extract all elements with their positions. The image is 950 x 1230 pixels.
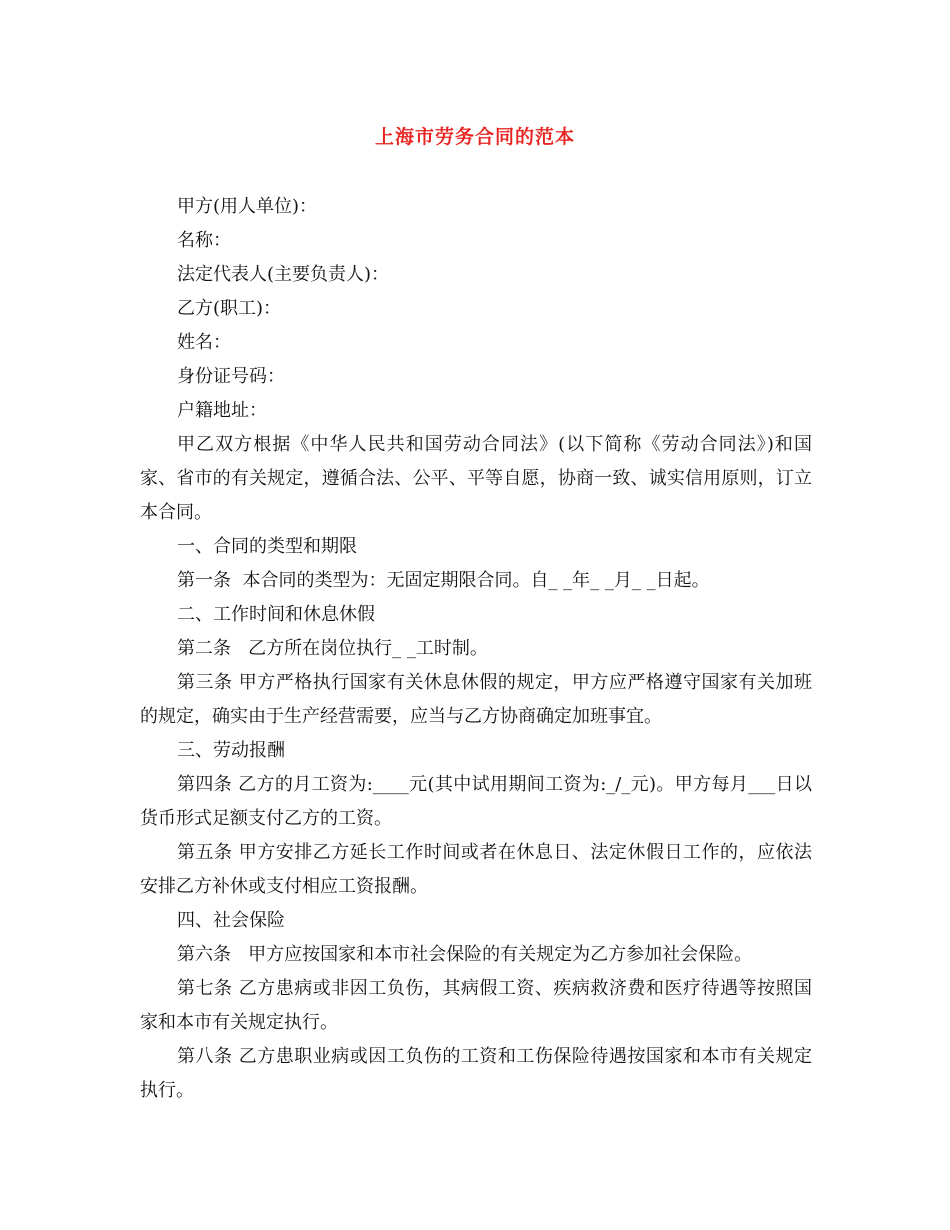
article-8: 第八条 乙方患职业病或因工负伤的工资和工伤保险待遇按国家和本市有关规定执行。	[140, 1046, 812, 1101]
article-2: 第二条 乙方所在岗位执行_ _工时制。	[177, 638, 488, 659]
article-6: 第六条 甲方应按国家和本市社会保险的有关规定为乙方参加社会保险。	[177, 944, 753, 965]
party-b-heading: 乙方(职工)：	[177, 298, 282, 319]
party-b-name-field: 姓名：	[177, 332, 231, 353]
preamble-paragraph: 甲乙双方根据《中华人民共和国劳动合同法》(以下简称《劳动合同法》)和国家、省市的有关规定，遵循合法、公平、平等自愿，协商一致、诚实信用原则，订立本合同。	[140, 434, 812, 523]
article-5: 第五条 甲方安排乙方延长工作时间或者在休息日、法定休假日工作的，应依法安排乙方补休或支付相应工资报酬。	[140, 842, 812, 897]
document-body	[140, 190, 812, 1108]
article-3: 第三条 甲方严格执行国家有关休息休假的规定，甲方应严格遵守国家有关加班的规定，确实由于生产经营需要，应当与乙方协商确定加班事宜。	[140, 672, 812, 727]
article-7: 第七条 乙方患病或非因工负伤，其病假工资、疾病救济费和医疗待遇等按照国家和本市有关规定执行。	[140, 978, 812, 1033]
section-3-heading: 三、劳动报酬	[177, 740, 285, 761]
party-b-id-field: 身份证号码：	[177, 366, 285, 387]
party-b-address-field: 户籍地址：	[177, 400, 267, 421]
party-a-heading: 甲方(用人单位)：	[177, 196, 318, 217]
section-1-heading: 一、合同的类型和期限	[177, 536, 357, 557]
document-title: 上海市劳务合同的范本	[374, 126, 575, 148]
article-1: 第一条 本合同的类型为：无固定期限合同。自_ _年_ _月_ _日起。	[177, 570, 710, 591]
section-4-heading: 四、社会保险	[177, 910, 285, 931]
party-a-representative-field: 法定代表人(主要负责人)：	[177, 264, 390, 285]
section-2-heading: 二、工作时间和休息休假	[177, 604, 375, 625]
party-a-name-field: 名称：	[177, 230, 231, 251]
article-4: 第四条 乙方的月工资为:____元(其中试用期间工资为:_/_元)。甲方每月___日以货币形式足额支付乙方的工资。	[140, 774, 812, 829]
